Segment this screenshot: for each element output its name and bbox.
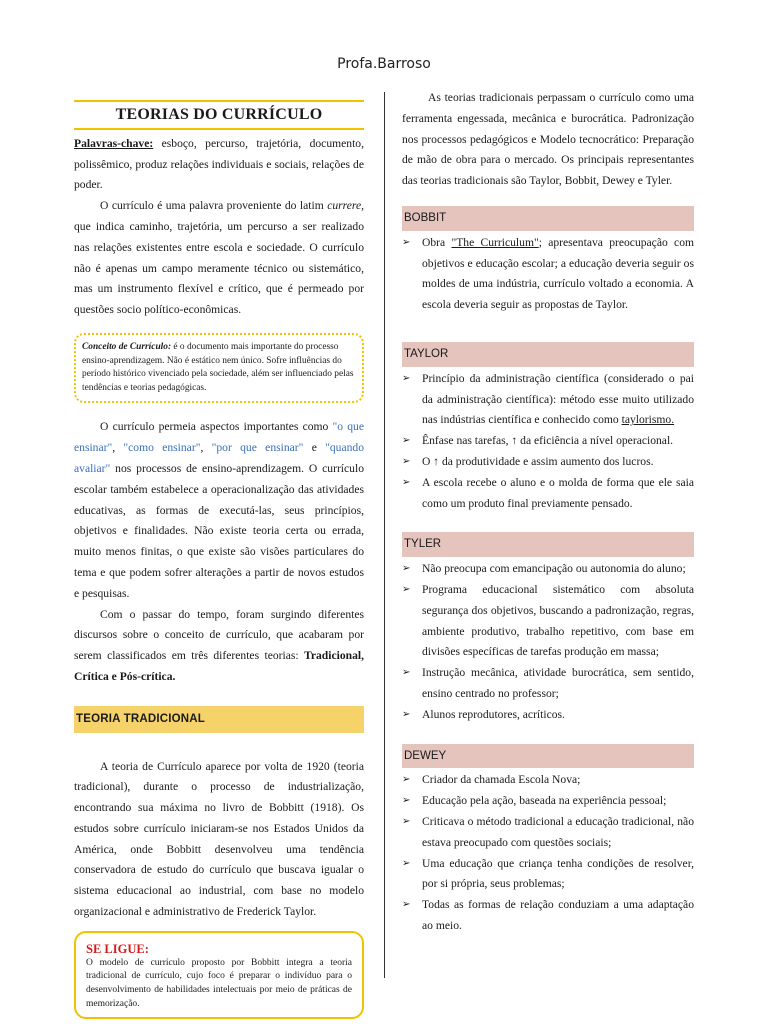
list-item xyxy=(402,791,694,812)
section-heading-traditional: TEORIA TRADICIONAL xyxy=(74,706,364,733)
arrow-bullet-icon: ➢ xyxy=(402,667,411,679)
list-item xyxy=(402,812,694,854)
aspects-text-a: O currículo permeia aspectos importantes como xyxy=(100,420,333,434)
se-ligue-box xyxy=(74,931,364,1019)
list-item xyxy=(402,233,694,316)
keywords-label: Palavras-chave: xyxy=(74,136,154,150)
aspect-sep-1: , xyxy=(112,441,124,455)
list-item xyxy=(402,473,694,515)
arrow-bullet-icon: ➢ xyxy=(402,563,411,575)
aspects-paragraph xyxy=(74,417,364,604)
bobbit-list xyxy=(402,233,694,316)
dewey-item-text: Todas as formas de relação conduziam a uma adaptação ao meio. xyxy=(422,898,694,932)
se-ligue-title: SE LIGUE: xyxy=(86,941,149,956)
concept-label: Conceito de Currículo: xyxy=(82,341,172,352)
dewey-item-text: Criador da chamada Escola Nova; xyxy=(422,773,581,787)
aspects-text-b: nos processos de ensino-aprendizagem. O currículo escolar também estabelece a operacionalização das atividades educativas, as formas de executá-las, seus princípios, objetivos e finalidades. Não existe teoria certa ou errada, muito menos finitas, o que existe são visões particulares do tema e que podem sofrer alterações a partir de novos estudos e pesquisas. xyxy=(74,461,364,600)
traditional-intro-paragraph: As teorias tradicionais perpassam o currículo como uma ferramenta engessada, mecânica e burocrática. Padronização nos processos pedagógicos e Modelo tecnocrático: Preparação de mão de obra para o mercado. Os principais representantes das teorias tradicionais são Taylor, Bobbit, Dewey e Tyler. xyxy=(402,91,694,188)
arrow-bullet-icon: ➢ xyxy=(402,236,411,248)
list-item xyxy=(402,431,694,452)
aspect-sep-2: , xyxy=(200,441,212,455)
keywords-text: esboço, percurso, trajetória, documento, polissêmico, produz relações individuais e sociais, relações de poder. xyxy=(74,136,364,192)
dewey-item-text: Educação pela ação, baseada na experiência pessoal; xyxy=(422,794,667,808)
list-item xyxy=(402,663,694,705)
bobbit-text-b: ; apresentava preocupação com objetivos e educação escolar; a educação deveria seguir os moldes de uma indústria, currículo voltado a economia. A escola deveria seguir as propostas de Taylor. xyxy=(422,235,695,312)
concept-box xyxy=(74,333,364,403)
taylor-item-text: Ênfase nas tarefas, ↑ da eficiência a nível operacional. xyxy=(422,434,674,448)
bobbit-text-a: Obra xyxy=(422,235,452,249)
arrow-bullet-icon: ➢ xyxy=(402,795,411,807)
taylor-text-a: Princípio da administração científica (considerado o pai da administração científica): método esse muito utilizado nas indústrias científica e conhecido como xyxy=(422,371,694,427)
column-divider xyxy=(384,92,385,978)
arrow-bullet-icon: ➢ xyxy=(402,455,411,467)
arrow-bullet-icon: ➢ xyxy=(402,708,411,720)
list-item xyxy=(402,854,694,896)
list-item xyxy=(402,580,694,663)
arrow-bullet-icon: ➢ xyxy=(402,435,411,447)
intro-paragraph xyxy=(74,196,364,321)
intro-text-b: que indica caminho, trajetória, um percurso a ser realizado nas relações existentes entre escola e sociedade. O currículo não é apenas um campo meramente técnico ou sistemático, mas um instrumento flexível e crítico, que é permeado por questões socio político-econômicas. xyxy=(74,219,364,317)
taylor-item-text: O ↑ da produtividade e assim aumento dos lucros. xyxy=(422,454,654,468)
traditional-paragraph: A teoria de Currículo aparece por volta de 1920 (teoria tradicional), durante o processo de industrialização, encontrando sua máxima no livro de Bobbitt (1918). Os estudos sobre currículo iniciaram-se nos Estados Unidos da América, onde Bobbitt desenvolveu uma tendência conservadora de estudo do currículo que buscava igualar o sistema educacional ao industrial, com base no modelo organizacional e administrativo de Frederick Taylor. xyxy=(74,759,364,919)
theories-text: Com o passar do tempo, foram surgindo diferentes discursos sobre o conceito de currículo, que acabaram por serem classificados em três diferentes teorias: xyxy=(74,607,364,663)
list-item xyxy=(402,770,694,791)
dewey-list xyxy=(402,770,694,936)
theories-list: Tradicional, Crítica e Pós-crítica. xyxy=(74,649,364,683)
arrow-bullet-icon: ➢ xyxy=(402,583,411,595)
aspect-what: "o que ensinar" xyxy=(74,420,365,455)
dewey-item-text: Uma educação que criança tenha condições de resolver, por si própria, seus problemas; xyxy=(422,856,694,891)
tyler-item-text: Alunos reprodutores, acríticos. xyxy=(422,707,565,721)
aspect-how: "como ensinar" xyxy=(123,441,201,455)
taylor-item-text: A escola recebe o aluno e o molda de forma que ele saia como um produto final previamente pensado. xyxy=(422,475,694,510)
keywords-paragraph xyxy=(74,134,364,196)
list-item xyxy=(402,705,694,726)
intro-latin-word: currere, xyxy=(327,199,364,213)
theories-paragraph xyxy=(74,605,364,688)
heading-tyler: TYLER xyxy=(402,532,694,557)
tyler-item-text: Programa educacional sistemático com absoluta segurança dos objetivos, buscando a padronização, regras, ambiente produtivo, trabalho repetitivo, com base em divisões específicas de tarefas produção em massa; xyxy=(422,582,694,659)
aspect-when: "quando avaliar" xyxy=(74,441,365,475)
heading-dewey: DEWEY xyxy=(402,744,694,769)
left-column xyxy=(74,100,364,1019)
concept-text: é o documento mais importante do processo ensino-aprendizagem. Não é estático nem único. Sofre influências do período histórico vivenciado pela sociedade, além ser influenciado pelas tendências e teorias pedagógicas. xyxy=(82,341,354,393)
bobbit-book-title: "The Curriculum" xyxy=(451,235,539,249)
arrow-bullet-icon: ➢ xyxy=(402,372,411,384)
arrow-bullet-icon: ➢ xyxy=(402,476,411,488)
taylor-list xyxy=(402,369,694,515)
heading-bobbit: BOBBIT xyxy=(402,206,694,231)
heading-taylor: TAYLOR xyxy=(402,342,694,367)
arrow-bullet-icon: ➢ xyxy=(402,857,411,869)
tyler-list xyxy=(402,559,694,725)
dewey-item-text: Criticava o método tradicional a educação tradicional, não estava preocupado com questões sociais; xyxy=(422,814,694,849)
arrow-bullet-icon: ➢ xyxy=(402,774,411,786)
page-header-author: Profa.Barroso xyxy=(337,56,431,72)
list-item xyxy=(402,369,694,431)
arrow-bullet-icon: ➢ xyxy=(402,815,411,827)
arrow-bullet-icon: ➢ xyxy=(402,899,411,911)
se-ligue-text: O modelo de currículo proposto por Bobbitt integra a teoria tradicional de currículo, cujo foco é preparar o indivíduo para o desenvolvimento de habilidades intelectuais por meio de práticas de memorização. xyxy=(86,957,352,1009)
aspect-why: "por que ensinar" xyxy=(211,441,304,455)
tyler-item-text: Não preocupa com emancipação ou autonomia do aluno; xyxy=(422,562,686,576)
intro-text-a: O currículo é uma palavra proveniente do latim xyxy=(100,199,328,213)
taylorism-term: taylorismo. xyxy=(621,413,675,427)
list-item xyxy=(402,559,694,580)
list-item xyxy=(402,895,694,937)
aspect-sep-3: e xyxy=(303,441,326,455)
list-item xyxy=(402,452,694,473)
page-title: TEORIAS DO CURRÍCULO xyxy=(74,100,364,130)
right-column xyxy=(402,88,694,937)
tyler-item-text: Instrução mecânica, atividade burocrática, sem sentido, ensino centrado no professor; xyxy=(422,666,694,700)
